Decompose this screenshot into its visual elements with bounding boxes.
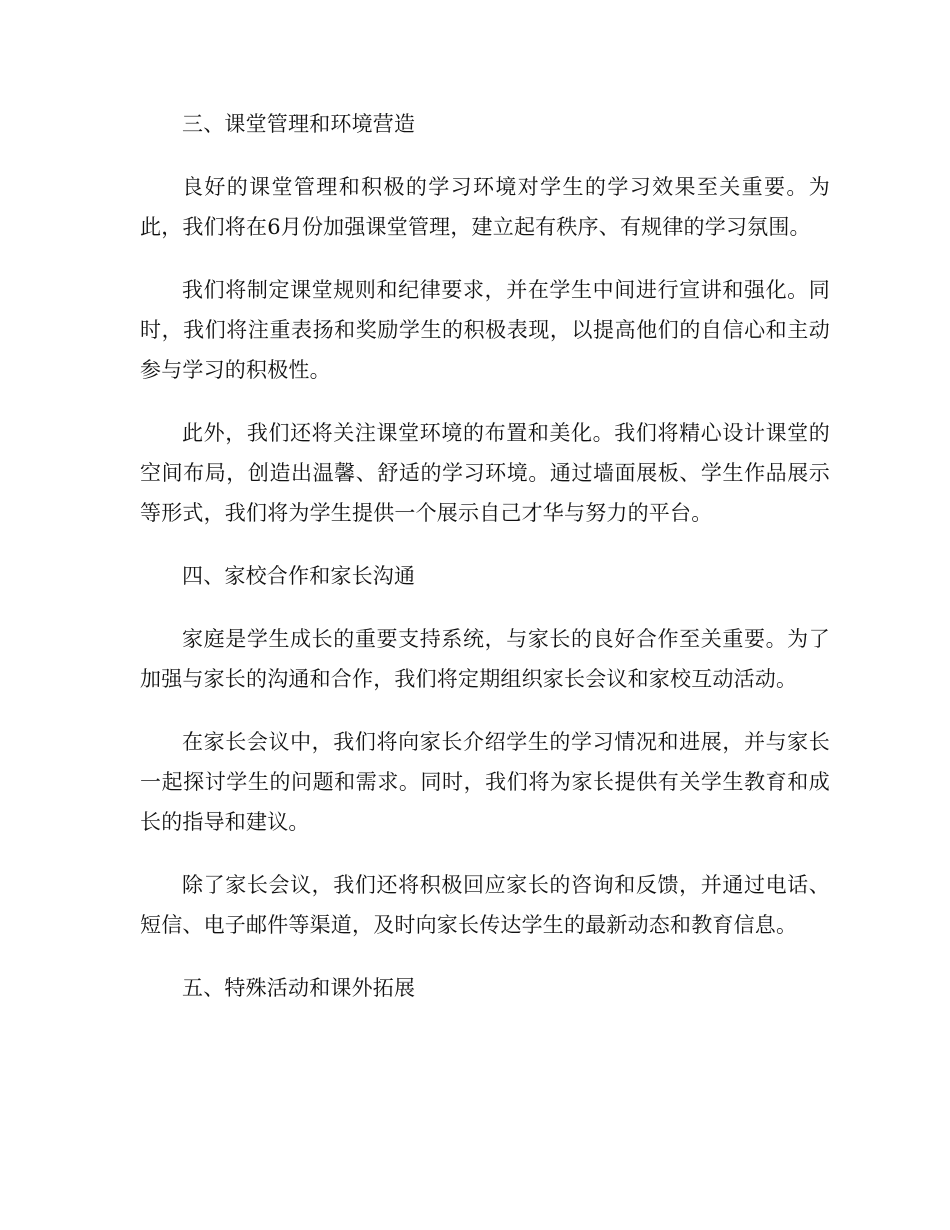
section-heading-3: 三、课堂管理和环境营造 — [182, 112, 416, 136]
paragraph: 我们将制定课堂规则和纪律要求，并在学生中间进行宣讲和强化。同时，我们将注重表扬和奖励学生的积极表现，以提高他们的自信心和主动参与学习的积极性。 — [140, 278, 830, 382]
paragraph: 家庭是学生成长的重要支持系统，与家长的良好合作至关重要。为了加强与家长的沟通和合作，我们将定期组织家长会议和家校互动活动。 — [140, 627, 830, 691]
document-body — [140, 104, 830, 1031]
section-heading-4: 四、家校合作和家长沟通 — [182, 564, 416, 588]
paragraph: 除了家长会议，我们还将积极回应家长的咨询和反馈，并通过电话、短信、电子邮件等渠道，及时向家长传达学生的最新动态和教育信息。 — [140, 873, 830, 937]
paragraph: 在家长会议中，我们将向家长介绍学生的学习情况和进展，并与家长一起探讨学生的问题和需求。同时，我们将为家长提供有关学生教育和成长的指导和建议。 — [140, 730, 830, 834]
paragraph: 良好的课堂管理和积极的学习环境对学生的学习效果至关重要。为此，我们将在6月份加强课堂管理，建立起有秩序、有规律的学习氛围。 — [140, 175, 830, 239]
section-heading-5: 五、特殊活动和课外拓展 — [182, 976, 416, 1000]
paragraph: 此外，我们还将关注课堂环境的布置和美化。我们将精心设计课堂的空间布局，创造出温馨、舒适的学习环境。通过墙面展板、学生作品展示等形式，我们将为学生提供一个展示自己才华与努力的平台。 — [140, 421, 830, 525]
